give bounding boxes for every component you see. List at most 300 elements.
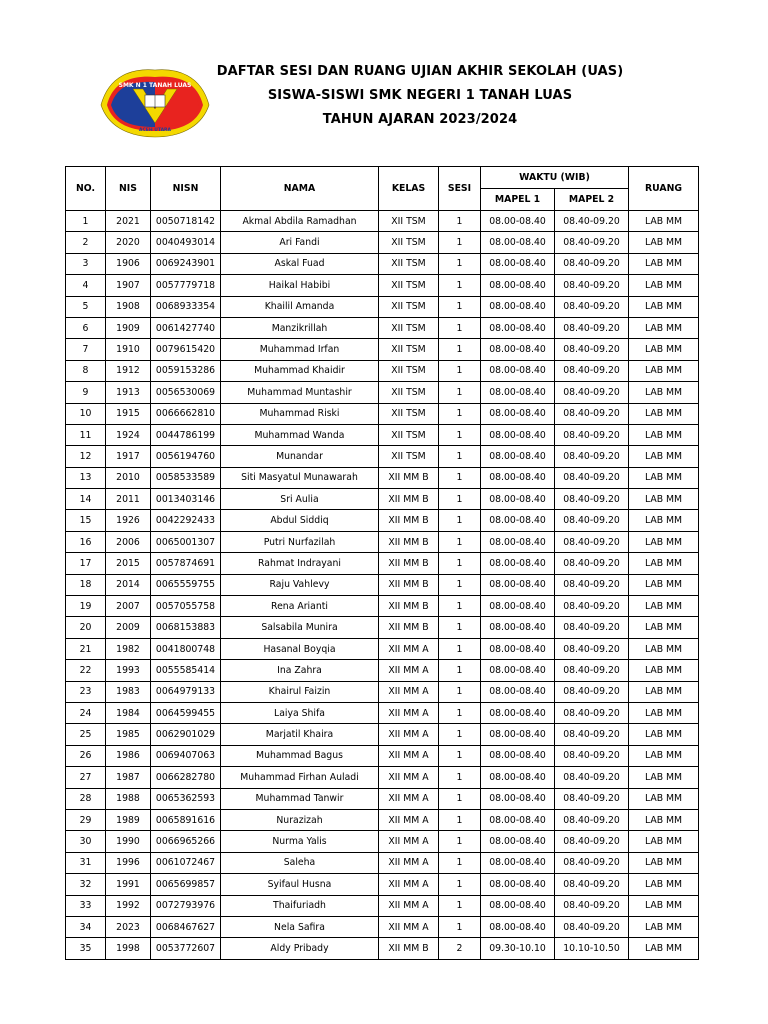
cell-nama: Muhammad Tanwir xyxy=(221,788,379,809)
cell-sesi: 1 xyxy=(439,852,481,873)
cell-no: 6 xyxy=(66,317,106,338)
cell-kelas: XII MM A xyxy=(379,874,439,895)
cell-ruang: LAB MM xyxy=(629,788,699,809)
cell-nis: 1987 xyxy=(106,767,151,788)
cell-sesi: 1 xyxy=(439,446,481,467)
cell-ruang: LAB MM xyxy=(629,681,699,702)
cell-nis: 1906 xyxy=(106,253,151,274)
cell-nis: 1984 xyxy=(106,702,151,723)
cell-nis: 1924 xyxy=(106,424,151,445)
cell-mapel-2: 08.40-09.20 xyxy=(555,510,629,531)
cell-nis: 1982 xyxy=(106,638,151,659)
table-row xyxy=(66,809,699,830)
cell-sesi: 1 xyxy=(439,916,481,937)
cell-no: 9 xyxy=(66,382,106,403)
cell-nama: Muhammad Riski xyxy=(221,403,379,424)
cell-nis: 1912 xyxy=(106,360,151,381)
cell-ruang: LAB MM xyxy=(629,916,699,937)
cell-ruang: LAB MM xyxy=(629,553,699,574)
cell-sesi: 1 xyxy=(439,788,481,809)
cell-nama: Muhammad Wanda xyxy=(221,424,379,445)
cell-nisn: 0013403146 xyxy=(151,489,221,510)
cell-nisn: 0057055758 xyxy=(151,596,221,617)
cell-nama: Askal Fuad xyxy=(221,253,379,274)
cell-kelas: XII TSM xyxy=(379,253,439,274)
cell-mapel-2: 08.40-09.20 xyxy=(555,831,629,852)
cell-ruang: LAB MM xyxy=(629,702,699,723)
cell-mapel-1: 08.00-08.40 xyxy=(481,531,555,552)
cell-mapel-1: 08.00-08.40 xyxy=(481,317,555,338)
cell-nama: Sri Aulia xyxy=(221,489,379,510)
table-body xyxy=(66,211,699,960)
cell-sesi: 1 xyxy=(439,681,481,702)
table-row xyxy=(66,253,699,274)
cell-sesi: 1 xyxy=(439,531,481,552)
cell-mapel-2: 08.40-09.20 xyxy=(555,253,629,274)
cell-no: 25 xyxy=(66,724,106,745)
cell-nisn: 0069407063 xyxy=(151,745,221,766)
cell-sesi: 1 xyxy=(439,724,481,745)
table-row xyxy=(66,852,699,873)
cell-mapel-1: 08.00-08.40 xyxy=(481,574,555,595)
cell-nisn: 0066965266 xyxy=(151,831,221,852)
cell-nis: 1926 xyxy=(106,510,151,531)
cell-ruang: LAB MM xyxy=(629,489,699,510)
cell-kelas: XII MM B xyxy=(379,553,439,574)
cell-mapel-1: 08.00-08.40 xyxy=(481,403,555,424)
cell-ruang: LAB MM xyxy=(629,403,699,424)
cell-no: 31 xyxy=(66,852,106,873)
cell-no: 19 xyxy=(66,596,106,617)
cell-kelas: XII MM B xyxy=(379,489,439,510)
cell-mapel-2: 08.40-09.20 xyxy=(555,788,629,809)
cell-nama: Khailil Amanda xyxy=(221,296,379,317)
cell-mapel-1: 08.00-08.40 xyxy=(481,232,555,253)
cell-nisn: 0064599455 xyxy=(151,702,221,723)
cell-mapel-1: 08.00-08.40 xyxy=(481,489,555,510)
cell-ruang: LAB MM xyxy=(629,852,699,873)
cell-nama: Abdul Siddiq xyxy=(221,510,379,531)
cell-nis: 2021 xyxy=(106,211,151,232)
table-row xyxy=(66,339,699,360)
cell-nama: Syifaul Husna xyxy=(221,874,379,895)
cell-nisn: 0069243901 xyxy=(151,253,221,274)
table-row xyxy=(66,596,699,617)
cell-mapel-2: 08.40-09.20 xyxy=(555,638,629,659)
cell-ruang: LAB MM xyxy=(629,446,699,467)
cell-no: 34 xyxy=(66,916,106,937)
cell-no: 12 xyxy=(66,446,106,467)
cell-no: 2 xyxy=(66,232,106,253)
cell-nisn: 0068933354 xyxy=(151,296,221,317)
cell-kelas: XII TSM xyxy=(379,275,439,296)
cell-sesi: 1 xyxy=(439,424,481,445)
cell-mapel-1: 08.00-08.40 xyxy=(481,767,555,788)
cell-nisn: 0065891616 xyxy=(151,809,221,830)
table-row xyxy=(66,446,699,467)
cell-nama: Aldy Pribady xyxy=(221,938,379,959)
cell-no: 8 xyxy=(66,360,106,381)
cell-no: 5 xyxy=(66,296,106,317)
cell-nis: 2010 xyxy=(106,467,151,488)
table-row xyxy=(66,874,699,895)
cell-nis: 2020 xyxy=(106,232,151,253)
cell-mapel-2: 08.40-09.20 xyxy=(555,296,629,317)
cell-mapel-1: 08.00-08.40 xyxy=(481,596,555,617)
table-row xyxy=(66,360,699,381)
cell-no: 7 xyxy=(66,339,106,360)
header-mapel-2: MAPEL 2 xyxy=(555,189,629,211)
table-row xyxy=(66,617,699,638)
cell-nis: 2007 xyxy=(106,596,151,617)
cell-mapel-2: 08.40-09.20 xyxy=(555,232,629,253)
cell-mapel-1: 08.00-08.40 xyxy=(481,788,555,809)
cell-nisn: 0064979133 xyxy=(151,681,221,702)
cell-nisn: 0068153883 xyxy=(151,617,221,638)
cell-no: 35 xyxy=(66,938,106,959)
cell-nama: Rena Arianti xyxy=(221,596,379,617)
cell-mapel-1: 08.00-08.40 xyxy=(481,874,555,895)
cell-no: 29 xyxy=(66,809,106,830)
cell-nis: 1907 xyxy=(106,275,151,296)
cell-ruang: LAB MM xyxy=(629,317,699,338)
cell-sesi: 1 xyxy=(439,382,481,403)
cell-sesi: 1 xyxy=(439,895,481,916)
cell-nama: Hasanal Boyqia xyxy=(221,638,379,659)
cell-nisn: 0053772607 xyxy=(151,938,221,959)
cell-mapel-2: 08.40-09.20 xyxy=(555,553,629,574)
cell-kelas: XII MM A xyxy=(379,745,439,766)
cell-sesi: 1 xyxy=(439,767,481,788)
cell-nama: Laiya Shifa xyxy=(221,702,379,723)
cell-nisn: 0059153286 xyxy=(151,360,221,381)
cell-nama: Haikal Habibi xyxy=(221,275,379,296)
cell-nisn: 0065362593 xyxy=(151,788,221,809)
cell-sesi: 1 xyxy=(439,296,481,317)
cell-ruang: LAB MM xyxy=(629,275,699,296)
cell-sesi: 1 xyxy=(439,467,481,488)
cell-nis: 1913 xyxy=(106,382,151,403)
cell-no: 3 xyxy=(66,253,106,274)
cell-mapel-1: 08.00-08.40 xyxy=(481,339,555,360)
cell-mapel-1: 08.00-08.40 xyxy=(481,360,555,381)
cell-sesi: 1 xyxy=(439,617,481,638)
cell-nis: 1986 xyxy=(106,745,151,766)
cell-nisn: 0042292433 xyxy=(151,510,221,531)
cell-no: 33 xyxy=(66,895,106,916)
cell-kelas: XII TSM xyxy=(379,232,439,253)
cell-nis: 1996 xyxy=(106,852,151,873)
cell-ruang: LAB MM xyxy=(629,296,699,317)
table-row xyxy=(66,767,699,788)
cell-nama: Ari Fandi xyxy=(221,232,379,253)
cell-kelas: XII MM A xyxy=(379,852,439,873)
cell-kelas: XII TSM xyxy=(379,360,439,381)
table-row xyxy=(66,702,699,723)
cell-kelas: XII MM A xyxy=(379,895,439,916)
cell-nisn: 0068467627 xyxy=(151,916,221,937)
cell-no: 15 xyxy=(66,510,106,531)
cell-nis: 1998 xyxy=(106,938,151,959)
cell-sesi: 1 xyxy=(439,232,481,253)
cell-nama: Nurma Yalis xyxy=(221,831,379,852)
cell-no: 18 xyxy=(66,574,106,595)
cell-kelas: XII MM B xyxy=(379,617,439,638)
cell-sesi: 1 xyxy=(439,275,481,296)
cell-nama: Muhammad Khaidir xyxy=(221,360,379,381)
cell-sesi: 1 xyxy=(439,660,481,681)
cell-mapel-1: 08.00-08.40 xyxy=(481,809,555,830)
cell-mapel-2: 08.40-09.20 xyxy=(555,852,629,873)
cell-mapel-1: 08.00-08.40 xyxy=(481,916,555,937)
cell-mapel-2: 08.40-09.20 xyxy=(555,745,629,766)
cell-ruang: LAB MM xyxy=(629,660,699,681)
table-row xyxy=(66,403,699,424)
cell-nisn: 0058533589 xyxy=(151,467,221,488)
cell-ruang: LAB MM xyxy=(629,339,699,360)
cell-no: 21 xyxy=(66,638,106,659)
table-row xyxy=(66,745,699,766)
cell-nis: 1988 xyxy=(106,788,151,809)
cell-ruang: LAB MM xyxy=(629,831,699,852)
table-row xyxy=(66,424,699,445)
cell-no: 32 xyxy=(66,874,106,895)
header-kelas: KELAS xyxy=(379,167,439,211)
cell-ruang: LAB MM xyxy=(629,531,699,552)
cell-nisn: 0062901029 xyxy=(151,724,221,745)
cell-sesi: 1 xyxy=(439,253,481,274)
cell-kelas: XII MM B xyxy=(379,574,439,595)
cell-nama: Salsabila Munira xyxy=(221,617,379,638)
cell-kelas: XII MM A xyxy=(379,809,439,830)
cell-nis: 1990 xyxy=(106,831,151,852)
cell-nisn: 0066662810 xyxy=(151,403,221,424)
table-row xyxy=(66,788,699,809)
header-waktu: WAKTU (WIB) xyxy=(481,167,629,189)
cell-mapel-2: 08.40-09.20 xyxy=(555,874,629,895)
cell-nama: Muhammad Firhan Auladi xyxy=(221,767,379,788)
table-row xyxy=(66,638,699,659)
cell-no: 28 xyxy=(66,788,106,809)
cell-sesi: 1 xyxy=(439,317,481,338)
cell-nis: 2006 xyxy=(106,531,151,552)
cell-mapel-2: 08.40-09.20 xyxy=(555,617,629,638)
header-no: NO. xyxy=(66,167,106,211)
table-row xyxy=(66,681,699,702)
cell-no: 13 xyxy=(66,467,106,488)
cell-no: 20 xyxy=(66,617,106,638)
cell-nis: 2023 xyxy=(106,916,151,937)
cell-no: 23 xyxy=(66,681,106,702)
cell-no: 16 xyxy=(66,531,106,552)
cell-no: 27 xyxy=(66,767,106,788)
table-row xyxy=(66,296,699,317)
cell-nis: 1985 xyxy=(106,724,151,745)
cell-nisn: 0056194760 xyxy=(151,446,221,467)
cell-kelas: XII MM A xyxy=(379,916,439,937)
cell-nisn: 0057874691 xyxy=(151,553,221,574)
cell-mapel-2: 08.40-09.20 xyxy=(555,275,629,296)
cell-nama: Khairul Faizin xyxy=(221,681,379,702)
cell-mapel-1: 08.00-08.40 xyxy=(481,382,555,403)
cell-mapel-1: 08.00-08.40 xyxy=(481,831,555,852)
cell-ruang: LAB MM xyxy=(629,724,699,745)
cell-nis: 2015 xyxy=(106,553,151,574)
cell-nis: 1992 xyxy=(106,895,151,916)
cell-nama: Marjatil Khaira xyxy=(221,724,379,745)
cell-kelas: XII MM B xyxy=(379,467,439,488)
header-mapel-1: MAPEL 1 xyxy=(481,189,555,211)
cell-ruang: LAB MM xyxy=(629,596,699,617)
cell-kelas: XII MM A xyxy=(379,724,439,745)
cell-nama: Muhammad Bagus xyxy=(221,745,379,766)
cell-kelas: XII MM A xyxy=(379,788,439,809)
table-row xyxy=(66,467,699,488)
cell-ruang: LAB MM xyxy=(629,253,699,274)
cell-nis: 1993 xyxy=(106,660,151,681)
cell-mapel-1: 08.00-08.40 xyxy=(481,446,555,467)
header-ruang: RUANG xyxy=(629,167,699,211)
cell-no: 11 xyxy=(66,424,106,445)
cell-mapel-1: 08.00-08.40 xyxy=(481,424,555,445)
cell-nama: Akmal Abdila Ramadhan xyxy=(221,211,379,232)
cell-nis: 1983 xyxy=(106,681,151,702)
table-row xyxy=(66,317,699,338)
cell-mapel-1: 08.00-08.40 xyxy=(481,553,555,574)
cell-no: 26 xyxy=(66,745,106,766)
cell-ruang: LAB MM xyxy=(629,382,699,403)
cell-no: 22 xyxy=(66,660,106,681)
cell-nis: 2009 xyxy=(106,617,151,638)
cell-mapel-2: 08.40-09.20 xyxy=(555,424,629,445)
cell-mapel-2: 08.40-09.20 xyxy=(555,339,629,360)
cell-ruang: LAB MM xyxy=(629,360,699,381)
cell-kelas: XII TSM xyxy=(379,403,439,424)
document-title-block xyxy=(210,60,630,132)
cell-kelas: XII MM A xyxy=(379,660,439,681)
cell-mapel-1: 08.00-08.40 xyxy=(481,467,555,488)
table-row xyxy=(66,660,699,681)
cell-ruang: LAB MM xyxy=(629,638,699,659)
cell-mapel-1: 08.00-08.40 xyxy=(481,660,555,681)
cell-mapel-1: 08.00-08.40 xyxy=(481,745,555,766)
cell-no: 24 xyxy=(66,702,106,723)
logo-bottom-text: ACEH UTARA xyxy=(139,128,171,133)
cell-mapel-1: 08.00-08.40 xyxy=(481,211,555,232)
cell-nis: 1917 xyxy=(106,446,151,467)
cell-mapel-1: 08.00-08.40 xyxy=(481,852,555,873)
cell-kelas: XII TSM xyxy=(379,296,439,317)
table-row xyxy=(66,895,699,916)
cell-mapel-2: 08.40-09.20 xyxy=(555,403,629,424)
cell-mapel-1: 08.00-08.40 xyxy=(481,638,555,659)
cell-kelas: XII TSM xyxy=(379,339,439,360)
exam-session-table xyxy=(65,166,699,960)
cell-ruang: LAB MM xyxy=(629,574,699,595)
cell-kelas: XII MM B xyxy=(379,531,439,552)
cell-nisn: 0065559755 xyxy=(151,574,221,595)
cell-ruang: LAB MM xyxy=(629,745,699,766)
header-nama: NAMA xyxy=(221,167,379,211)
cell-nisn: 0055585414 xyxy=(151,660,221,681)
cell-nama: Munandar xyxy=(221,446,379,467)
cell-nisn: 0065699857 xyxy=(151,874,221,895)
cell-mapel-2: 10.10-10.50 xyxy=(555,938,629,959)
cell-ruang: LAB MM xyxy=(629,211,699,232)
cell-kelas: XII MM B xyxy=(379,938,439,959)
table-row xyxy=(66,831,699,852)
cell-nis: 1909 xyxy=(106,317,151,338)
cell-nama: Thaifuriadh xyxy=(221,895,379,916)
header-nisn: NISN xyxy=(151,167,221,211)
cell-kelas: XII MM A xyxy=(379,831,439,852)
cell-sesi: 1 xyxy=(439,403,481,424)
cell-mapel-2: 08.40-09.20 xyxy=(555,489,629,510)
cell-mapel-2: 08.40-09.20 xyxy=(555,317,629,338)
cell-nisn: 0056530069 xyxy=(151,382,221,403)
cell-nis: 1991 xyxy=(106,874,151,895)
cell-mapel-2: 08.40-09.20 xyxy=(555,446,629,467)
cell-ruang: LAB MM xyxy=(629,617,699,638)
cell-kelas: XII TSM xyxy=(379,446,439,467)
cell-nisn: 0061427740 xyxy=(151,317,221,338)
cell-mapel-2: 08.40-09.20 xyxy=(555,660,629,681)
cell-mapel-2: 08.40-09.20 xyxy=(555,724,629,745)
cell-mapel-2: 08.40-09.20 xyxy=(555,360,629,381)
cell-ruang: LAB MM xyxy=(629,874,699,895)
cell-nisn: 0040493014 xyxy=(151,232,221,253)
table-row xyxy=(66,232,699,253)
cell-ruang: LAB MM xyxy=(629,895,699,916)
cell-nama: Nurazizah xyxy=(221,809,379,830)
cell-mapel-1: 08.00-08.40 xyxy=(481,253,555,274)
cell-nama: Manzikrillah xyxy=(221,317,379,338)
cell-nisn: 0044786199 xyxy=(151,424,221,445)
cell-mapel-2: 08.40-09.20 xyxy=(555,531,629,552)
title-line-2: SISWA-SISWI SMK NEGERI 1 TANAH LUAS xyxy=(267,88,573,103)
cell-sesi: 1 xyxy=(439,489,481,510)
cell-mapel-2: 08.40-09.20 xyxy=(555,895,629,916)
cell-no: 30 xyxy=(66,831,106,852)
cell-kelas: XII MM A xyxy=(379,638,439,659)
cell-nis: 1908 xyxy=(106,296,151,317)
cell-kelas: XII MM B xyxy=(379,596,439,617)
title-line-3: TAHUN AJARAN 2023/2024 xyxy=(322,112,518,127)
table-row xyxy=(66,489,699,510)
cell-sesi: 2 xyxy=(439,938,481,959)
cell-ruang: LAB MM xyxy=(629,467,699,488)
cell-no: 14 xyxy=(66,489,106,510)
cell-mapel-2: 08.40-09.20 xyxy=(555,574,629,595)
cell-no: 1 xyxy=(66,211,106,232)
cell-no: 4 xyxy=(66,275,106,296)
cell-mapel-2: 08.40-09.20 xyxy=(555,467,629,488)
cell-sesi: 1 xyxy=(439,360,481,381)
cell-mapel-1: 08.00-08.40 xyxy=(481,724,555,745)
cell-sesi: 1 xyxy=(439,638,481,659)
cell-kelas: XII TSM xyxy=(379,424,439,445)
cell-no: 10 xyxy=(66,403,106,424)
cell-mapel-2: 08.40-09.20 xyxy=(555,681,629,702)
cell-nisn: 0066282780 xyxy=(151,767,221,788)
cell-kelas: XII MM A xyxy=(379,702,439,723)
cell-kelas: XII MM A xyxy=(379,767,439,788)
cell-mapel-2: 08.40-09.20 xyxy=(555,916,629,937)
cell-kelas: XII TSM xyxy=(379,317,439,338)
cell-sesi: 1 xyxy=(439,745,481,766)
header-sesi: SESI xyxy=(439,167,481,211)
cell-nama: Saleha xyxy=(221,852,379,873)
